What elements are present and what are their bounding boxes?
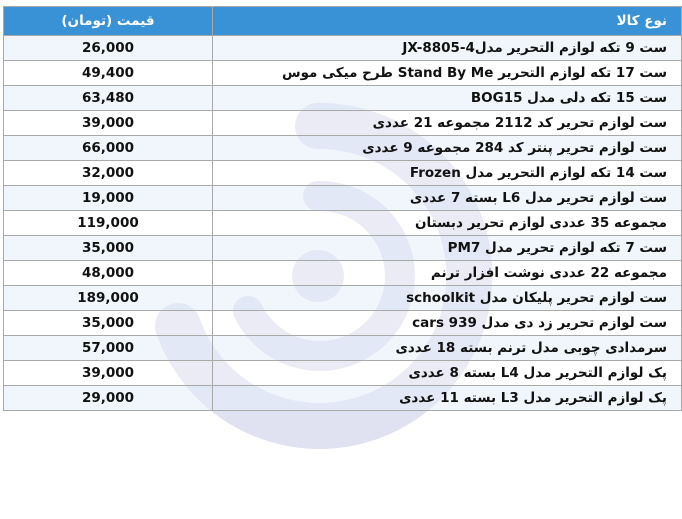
product-price: 66,000 bbox=[4, 136, 213, 161]
product-name: ست 17 تکه لوازم التحریر Stand By Me طرح میکی موس bbox=[213, 61, 682, 86]
product-price: 32,000 bbox=[4, 161, 213, 186]
product-price: 49,400 bbox=[4, 61, 213, 86]
table-row bbox=[4, 211, 682, 236]
table-row bbox=[4, 386, 682, 411]
product-name: ست لوازم تحریر پلیکان مدل schoolkit bbox=[213, 286, 682, 311]
product-name: ست 7 تکه لوازم تحریر مدل PM7 bbox=[213, 236, 682, 261]
table-row bbox=[4, 236, 682, 261]
product-name: ست لوازم تحریر پنتر کد 284 مجموعه 9 عددی bbox=[213, 136, 682, 161]
product-price: 57,000 bbox=[4, 336, 213, 361]
product-price: 35,000 bbox=[4, 311, 213, 336]
product-name: ست لوازم تحریر کد 2112 مجموعه 21 عددی bbox=[213, 111, 682, 136]
product-price: 189,000 bbox=[4, 286, 213, 311]
price-table bbox=[3, 6, 682, 411]
product-price: 119,000 bbox=[4, 211, 213, 236]
product-price: 19,000 bbox=[4, 186, 213, 211]
product-name: سرمدادی چوبی مدل ترنم بسته 18 عددی bbox=[213, 336, 682, 361]
product-name: ست 15 تکه دلی مدل BOG15 bbox=[213, 86, 682, 111]
table-row bbox=[4, 311, 682, 336]
product-price: 29,000 bbox=[4, 386, 213, 411]
table-row bbox=[4, 61, 682, 86]
product-price: 35,000 bbox=[4, 236, 213, 261]
table-row bbox=[4, 36, 682, 61]
product-name: ست 14 تکه لوازم التحریر مدل Frozen bbox=[213, 161, 682, 186]
table-header-row bbox=[4, 7, 682, 36]
product-price: 48,000 bbox=[4, 261, 213, 286]
product-name: پک لوازم التحریر مدل L3 بسته 11 عددی bbox=[213, 386, 682, 411]
table-row bbox=[4, 361, 682, 386]
product-name: مجموعه 35 عددی لوازم تحریر دبستان bbox=[213, 211, 682, 236]
table-row bbox=[4, 186, 682, 211]
table-row bbox=[4, 261, 682, 286]
table-row bbox=[4, 286, 682, 311]
product-price: 39,000 bbox=[4, 361, 213, 386]
product-price: 63,480 bbox=[4, 86, 213, 111]
product-name: ست لوازم تحریر زد دی مدل cars 939 bbox=[213, 311, 682, 336]
table-row bbox=[4, 86, 682, 111]
header-product-name: نوع کالا bbox=[213, 7, 682, 36]
product-name: ست لوازم تحریر مدل L6 بسته 7 عددی bbox=[213, 186, 682, 211]
table-row bbox=[4, 336, 682, 361]
product-name: ست 9 تکه لوازم التحریر مدلJX-8805-4 bbox=[213, 36, 682, 61]
product-price: 39,000 bbox=[4, 111, 213, 136]
product-name: مجموعه 22 عددی نوشت افزار ترنم bbox=[213, 261, 682, 286]
table-row bbox=[4, 111, 682, 136]
product-price: 26,000 bbox=[4, 36, 213, 61]
product-name: پک لوازم التحریر مدل L4 بسته 8 عددی bbox=[213, 361, 682, 386]
table-row bbox=[4, 136, 682, 161]
table-row bbox=[4, 161, 682, 186]
header-price: قیمت (تومان) bbox=[4, 7, 213, 36]
